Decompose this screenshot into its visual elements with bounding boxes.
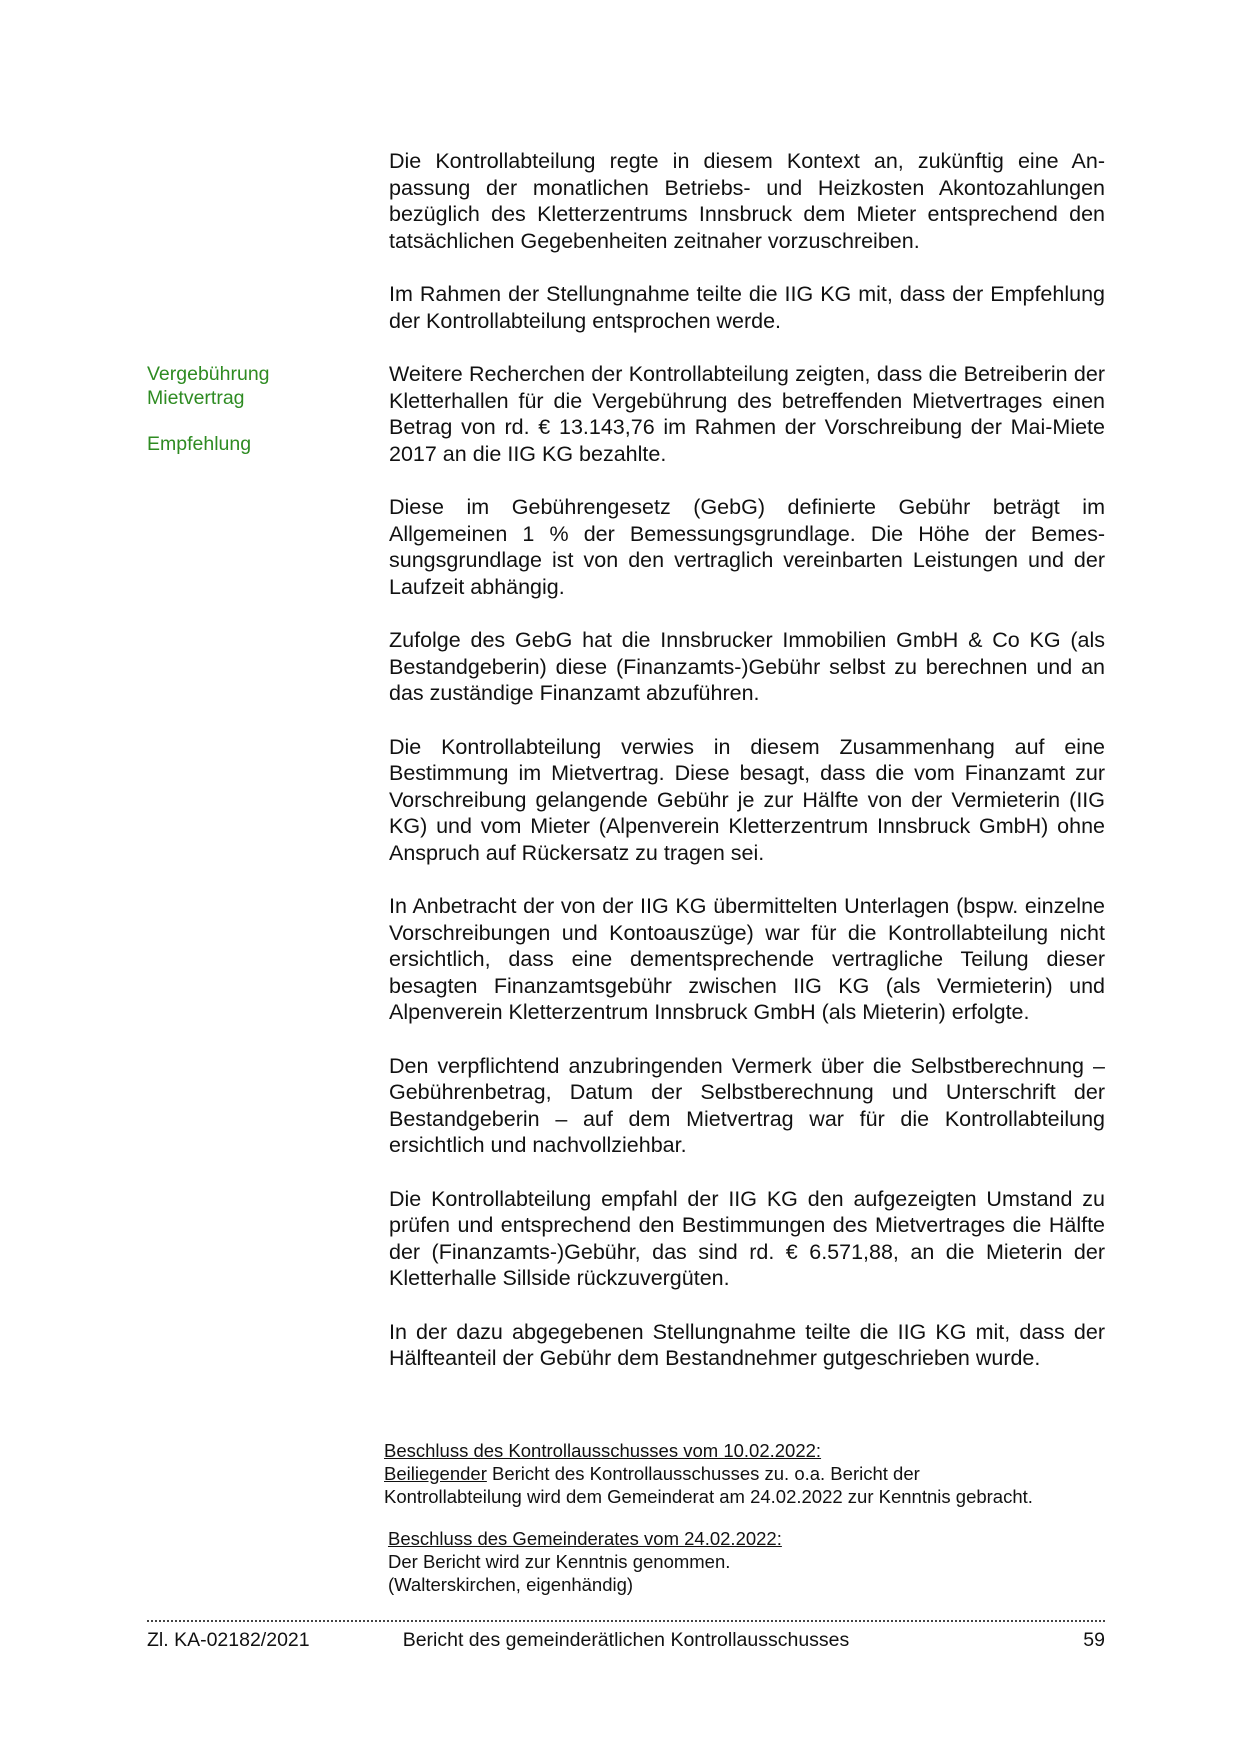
council-decision [388, 1527, 1110, 1596]
footer-reference: Zl. KA-02182/2021 [147, 1629, 310, 1651]
council-decision-heading: Beschluss des Gemeinderates vom 24.02.2022: [388, 1528, 782, 1549]
paragraph: Zufolge des GebG hat die Innsbrucker Immobilien GmbH & Co KG (als Bestandgeberin) diese (Finanzamts-)Gebühr selbst zu berechnen und an das zuständige Finanzamt abzuführen. [389, 628, 1105, 705]
paragraph: Weitere Recherchen der Kontrollabteilung zeigten, dass die Betreiberin der Kletterhallen für die Vergebührung des betreffenden Mietvertrages einen Betrag von rd. € 13.143,76 im Rahmen der Vorschreibung der Mai-Miete 2017 an die IIG KG bezahlte. [389, 362, 1105, 466]
committee-decision-text-line2: Kontrollabteilung wird dem Gemeinderat am 24.02.2022 zur Kenntnis gebracht. [384, 1486, 1033, 1507]
paragraph: Im Rahmen der Stellungnahme teilte die IIG KG mit, dass der Empfehlung der Kontrollabteilung entsprochen werde. [389, 282, 1105, 333]
committee-decision [384, 1439, 1106, 1508]
paragraph: Die Kontrollabteilung empfahl der IIG KG den aufgezeigten Umstand zu prüfen und entsprechend den Bestimmungen des Mietvertrages die Hälfte der (Finanzamts-)Gebühr, das sind rd. € 6.571,88, an die Mieterin der Kletterhalle Sillside rückzuvergüten. [389, 1186, 1105, 1290]
council-decision-line: Der Bericht wird zur Kenntnis genommen. [388, 1551, 731, 1572]
committee-decision-text [384, 1462, 1106, 1485]
margin-note-vergebuehrung: Vergebührung [147, 363, 270, 385]
paragraph: Die Kontrollabteilung regte in diesem Kontext an, zukünftig eine Anpassung der monatlichen Betriebs- und Heizkosten Akontozahlungen bezüglich des Kletterzentrums Innsbruck dem Mieter entsprechend den tatsächlichen Gegebenheiten zeitnaher vorzuschreiben. [389, 149, 1105, 253]
paragraph: Diese im Gebührengesetz (GebG) definierte Gebühr beträgt im Allgemeinen 1 % der Bemessungsgrundlage. Die Höhe der Bemessungsgrundlage ist von den vertraglich vereinbarten Leistungen und der Laufzeit abhängig. [389, 495, 1105, 599]
paragraph: Den verpflichtend anzubringenden Vermerk über die Selbstberechnung – Gebührenbetrag, Datum der Selbstberechnung und Unterschrift der Bestandgeberin – auf dem Mietvertrag war für die Kontrollabteilung ersichtlich und nachvollziehbar. [389, 1053, 1105, 1157]
committee-decision-heading: Beschluss des Kontrollausschusses vom 10.02.2022: [384, 1440, 822, 1461]
paragraph: In Anbetracht der von der IIG KG übermittelten Unterlagen (bspw. einzelne Vorschreibungen und Kontoauszüge) war für die Kontrollabteilung nicht ersichtlich, dass eine dementsprechende vertragliche Teilung dieser besagten Finanzamtsgebühr zwischen IIG KG (als Vermieterin) und Alpenverein Kletterzentrum Innsbruck GmbH (als Mieterin) erfolgte. [389, 894, 1105, 1024]
body-text [389, 148, 1105, 1399]
footer-divider [147, 1620, 1105, 1622]
footer-title: Bericht des gemeinderätlichen Kontrollausschusses [402, 1629, 850, 1651]
committee-decision-text-rest: Bericht des Kontrollausschusses zu. o.a. Bericht der [486, 1463, 920, 1484]
page-number: 59 [1083, 1629, 1105, 1651]
margin-note-empfehlung: Empfehlung [147, 433, 252, 455]
margin-notes [147, 362, 347, 456]
margin-note-mietvertrag: Mietvertrag [147, 387, 245, 409]
council-decision-signature: (Walterskirchen, eigenhändig) [388, 1574, 634, 1595]
paragraph: Die Kontrollabteilung verwies in diesem Zusammenhang auf eine Bestimmung im Mietvertrag. Diese besagt, dass die vom Finanzamt zur Vorschreibung gelangende Gebühr je zur Hälfte von der Vermieterin (IIG KG) und vom Mieter (Alpenverein Kletterzentrum Innsbruck GmbH) ohne Anspruch auf Rückersatz zu tragen sei. [389, 734, 1105, 865]
committee-decision-lead: Beiliegender [384, 1463, 487, 1484]
paragraph: In der dazu abgegebenen Stellungnahme teilte die IIG KG mit, dass der Hälfteanteil der Gebühr dem Bestandnehmer gutgeschrieben wurde. [389, 1319, 1105, 1370]
